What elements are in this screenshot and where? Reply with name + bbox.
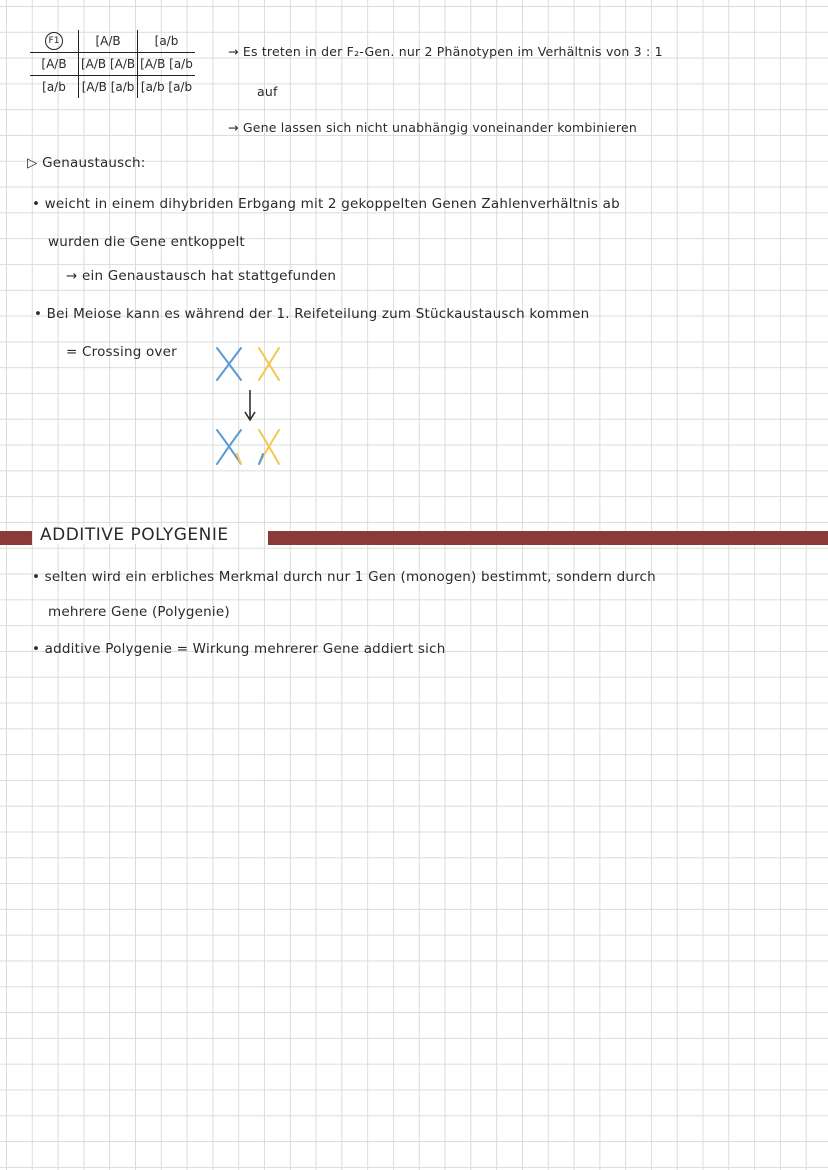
punnett-cell: [A/B [a/b — [138, 53, 195, 76]
genaustausch-bullet-1-cont: wurden die Gene entkoppelt — [48, 234, 245, 250]
section-band-left — [0, 531, 32, 545]
polygenie-bullet-2: • additive Polygenie = Wirkung mehrerer Gene addiert sich — [32, 641, 446, 657]
meiose-bullet: • Bei Meiose kann es während der 1. Reifeteilung zum Stückaustausch kommen — [34, 306, 590, 322]
punnett-cell: [A/B [a/b — [79, 76, 138, 99]
polygenie-bullet-1: • selten wird ein erbliches Merkmal durch nur 1 Gen (monogen) bestimmt, sondern durch — [32, 569, 656, 585]
punnett-row-header: [A/B — [30, 53, 79, 76]
section-title: ADDITIVE POLYGENIE — [36, 527, 233, 544]
punnett-cell: [a/b [a/b — [140, 80, 193, 94]
crossing-over-label: = Crossing over — [66, 344, 177, 360]
genaustausch-bullet-1: • weicht in einem dihybriden Erbgang mit 2 gekoppelten Genen Zahlenverhältnis ab — [32, 196, 620, 212]
f2-result-continuation: auf — [257, 84, 278, 99]
punnett-header-cell: [a/b — [138, 30, 195, 53]
genes-note: → Gene lassen sich nicht unabhängig voneinander kombinieren — [228, 120, 637, 135]
genaustausch-heading: ▷ Genaustausch: — [27, 155, 146, 171]
punnett-row-header: [a/b — [30, 76, 79, 99]
punnett-corner: F1 — [30, 30, 79, 53]
punnett-square — [30, 30, 195, 98]
punnett-cell: [A/B [A/B — [79, 53, 138, 76]
crossing-over-diagram — [205, 342, 295, 472]
genaustausch-arrow-note: → ein Genaustausch hat stattgefunden — [66, 268, 337, 284]
f2-result-line: → Es treten in der F₂-Gen. nur 2 Phänotypen im Verhältnis von 3 : 1 — [228, 44, 663, 59]
section-band-right — [268, 531, 828, 545]
punnett-header-cell: [A/B — [79, 30, 138, 53]
polygenie-bullet-1-cont: mehrere Gene (Polygenie) — [48, 604, 230, 620]
